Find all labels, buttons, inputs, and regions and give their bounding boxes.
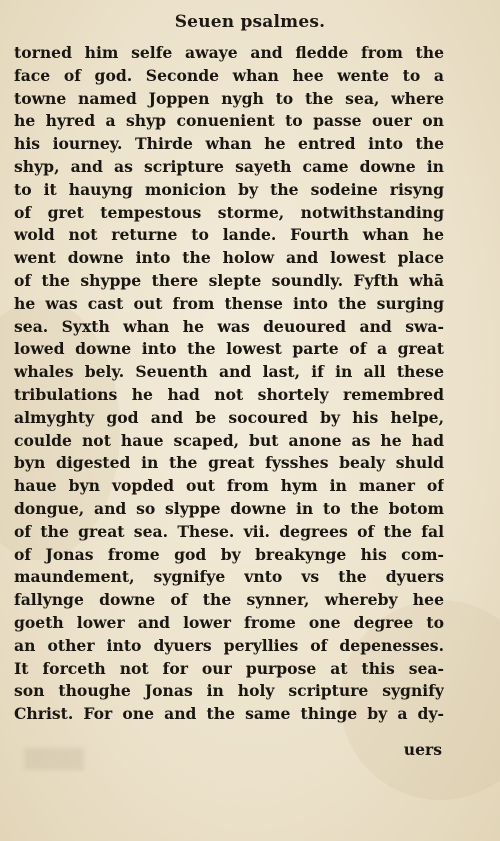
text-line: fallynge downe of the synner, whereby hee <box>14 590 444 610</box>
text-line: whales bely. Seuenth and last, if in all these <box>14 362 444 382</box>
text-line: almyghty god and be socoured by his helpe, <box>14 407 444 427</box>
text-line: maundement, sygnifye vnto vs the dyuers <box>14 567 444 587</box>
text-line: he hyred a shyp conuenient to passe ouer on <box>14 111 444 131</box>
text-line: towne named Joppen nygh to the sea, where <box>14 88 444 108</box>
text-line: to it hauyng monicion by the sodeine risyng <box>14 179 444 199</box>
text-line: lowed downe into the lowest parte of a great <box>14 339 444 359</box>
text-line: an other into dyuers peryllies of depenesses. <box>14 635 444 655</box>
text-line: went downe into the holow and lowest place <box>14 248 444 268</box>
text-line: of the great sea. These. vii. degrees of the fal <box>14 521 444 541</box>
text-line: son thoughe Jonas in holy scripture sygnify <box>14 681 444 701</box>
catchword: uers <box>403 740 442 759</box>
text-line: face of god. Seconde whan hee wente to a <box>14 65 444 85</box>
text-line: goeth lower and lower frome one degree to <box>14 612 444 632</box>
text-line: of gret tempestous storme, notwithstanding <box>14 202 444 222</box>
text-line: sea. Syxth whan he was deuoured and swa- <box>14 316 444 336</box>
text-line: coulde not haue scaped, but anone as he had <box>14 430 444 450</box>
text-line: torned him selfe awaye and fledde from the <box>14 43 444 62</box>
running-head: Seuen psalmes. <box>174 12 326 32</box>
show-through-mark <box>24 748 84 770</box>
text-line: shyp, and as scripture sayeth came downe in <box>14 156 444 176</box>
text-block <box>14 42 444 726</box>
text-line: of Jonas frome god by breakynge his com- <box>14 544 444 564</box>
text-line: he was cast out from thense into the surging <box>14 293 444 313</box>
text-line: wold not returne to lande. Fourth whan he <box>14 225 444 245</box>
text-line: dongue, and so slyppe downe in to the botom <box>14 498 444 518</box>
text-line: tribulations he had not shortely remembred <box>14 384 444 404</box>
text-line: haue byn vopded out from hym in maner of <box>14 476 444 496</box>
text-line: It forceth not for our purpose at this sea- <box>14 658 444 678</box>
text-line: his iourney. Thirde whan he entred into the <box>14 134 444 154</box>
text-line: Christ. For one and the same thinge by a dy- <box>14 704 444 724</box>
text-line: of the shyppe there slepte soundly. Fyfth whā <box>14 270 444 290</box>
text-line: byn digested in the great fysshes bealy shuld <box>14 453 444 473</box>
